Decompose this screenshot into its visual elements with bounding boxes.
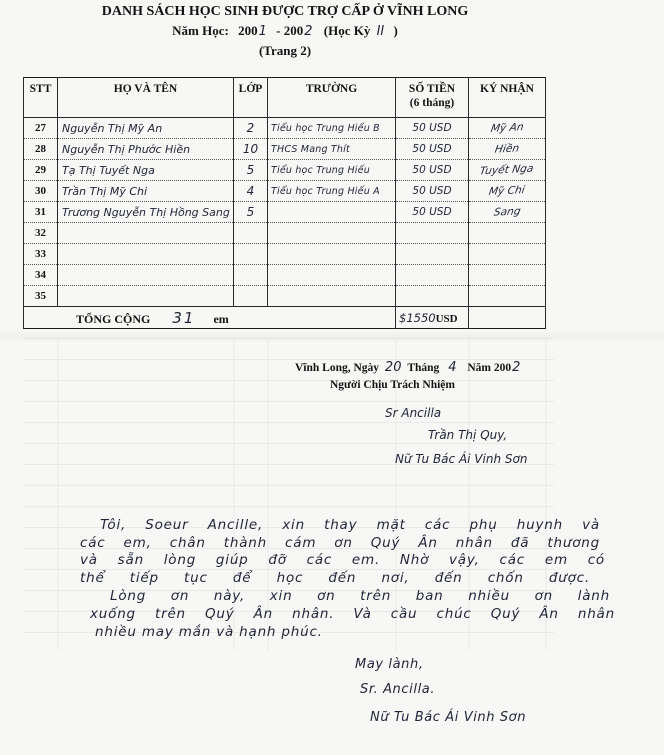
year-label: Năm 200 — [467, 362, 512, 374]
signature-cell — [469, 286, 546, 307]
school-cell — [268, 265, 396, 286]
stt-cell: 30 — [24, 181, 58, 202]
student-name-cell — [58, 286, 234, 307]
stt-cell: 35 — [24, 286, 58, 307]
signature-cell — [469, 223, 546, 244]
student-name-cell: Nguyễn Thị Mỹ An — [58, 118, 234, 139]
stt-cell: 28 — [24, 139, 58, 160]
grade-cell — [234, 286, 268, 307]
school-cell — [268, 223, 396, 244]
year-handwritten: 2 — [512, 360, 521, 375]
school-cell — [268, 286, 396, 307]
signature-cell — [469, 160, 546, 181]
school-year-line — [0, 23, 570, 39]
column-header-signature: KÝ NHẬN — [469, 78, 546, 118]
place-date-line — [295, 360, 520, 375]
stt-cell: 33 — [24, 244, 58, 265]
letter-line: nhiều may mắn và hạnh phúc. — [95, 624, 323, 640]
amount-cell — [396, 265, 469, 286]
school-year-label: Năm Học: — [172, 23, 229, 38]
signature-cell — [469, 244, 546, 265]
handwritten-signature: Mỹ Chi — [488, 184, 526, 198]
grade-cell: 5 — [234, 202, 268, 223]
letter-closing: May lành, — [355, 657, 424, 672]
place-date-prefix: Vĩnh Long, Ngày — [295, 362, 380, 374]
column-header-name: HỌ VÀ TÊN — [58, 78, 234, 118]
school-cell: THCS Mang Thít — [268, 139, 396, 160]
school-year-to-printed: - 200 — [276, 23, 304, 38]
student-name-cell: Trương Nguyễn Thị Hồng Sang — [58, 202, 234, 223]
table-row — [24, 265, 546, 286]
table-row — [24, 202, 546, 223]
student-name-cell: Tạ Thị Tuyết Nga — [58, 160, 234, 181]
letter-signature: Sr. Ancilla. — [360, 682, 436, 697]
day-handwritten: 20 — [384, 360, 402, 375]
letter-congregation: Nữ Tu Bác Ái Vinh Sơn — [370, 710, 527, 725]
school-year-to-handwritten: 2 — [304, 24, 313, 39]
amount-cell: 50 USD — [396, 139, 469, 160]
table-row — [24, 139, 546, 160]
responsible-person-label: Người Chịu Trách Nhiệm — [330, 379, 455, 391]
grade-cell: 5 — [234, 160, 268, 181]
letter-line: Tôi, Soeur Ancille, xin thay mặt các phụ huynh và — [100, 517, 600, 533]
term-handwritten: II — [376, 24, 385, 39]
grade-cell: 10 — [234, 139, 268, 160]
letter-line: xuống trên Quý Ân nhân. Và cầu chúc Quý Ân nhân — [90, 606, 615, 622]
school-cell: Tiểu học Trung Hiếu — [268, 160, 396, 181]
stt-cell: 29 — [24, 160, 58, 181]
total-row — [24, 307, 546, 329]
amount-cell — [396, 223, 469, 244]
signature-cell — [469, 118, 546, 139]
letter-line: thể tiếp tục để học đến nơi, đến chốn được. — [80, 570, 590, 586]
amount-cell: 50 USD — [396, 160, 469, 181]
column-header-amount-label: SỐ TIỀN — [408, 83, 456, 95]
handwritten-signature: Tuyết Nga — [479, 162, 535, 178]
signature-cell — [469, 181, 546, 202]
grade-cell: 2 — [234, 118, 268, 139]
table-row — [24, 286, 546, 307]
amount-cell — [396, 286, 469, 307]
month-handwritten: 4 — [448, 360, 457, 375]
term-close: ) — [393, 23, 398, 38]
table-row — [24, 160, 546, 181]
table-row — [24, 244, 546, 265]
handwritten-signature: Sang — [492, 205, 522, 219]
amount-cell: 50 USD — [396, 118, 469, 139]
stt-cell: 34 — [24, 265, 58, 286]
total-count: 31 — [172, 308, 196, 327]
responsible-name: Trần Thị Quy, — [428, 428, 508, 442]
signature-cell — [469, 202, 546, 223]
student-name-cell: Nguyễn Thị Phước Hiền — [58, 139, 234, 160]
student-name-cell — [58, 223, 234, 244]
school-cell — [268, 244, 396, 265]
grade-cell — [234, 265, 268, 286]
school-cell: Tiểu học Trung Hiếu B — [268, 118, 396, 139]
total-count-unit: em — [213, 311, 229, 326]
column-header-school: TRƯỜNG — [268, 78, 396, 118]
column-header-amount — [396, 78, 469, 118]
student-name-cell — [58, 265, 234, 286]
column-header-amount-sub: (6 tháng) — [409, 97, 455, 109]
school-cell — [268, 202, 396, 223]
letter-line: các em, chân thành cám ơn Quý Ân nhân đã thương — [80, 535, 600, 551]
letter-line: và sẵn lòng giúp đỡ các em. Nhờ vậy, các em có — [80, 552, 605, 568]
student-name-cell: Trần Thị Mỹ Chi — [58, 181, 234, 202]
term-open: (Học Kỳ — [323, 23, 371, 38]
student-name-cell — [58, 244, 234, 265]
school-year-from-printed: 200 — [238, 23, 258, 38]
total-label: TỔNG CỘNG — [76, 311, 151, 326]
column-header-stt: STT — [24, 78, 58, 118]
student-list-table — [23, 77, 546, 329]
grade-cell — [234, 223, 268, 244]
grade-cell — [234, 244, 268, 265]
grade-cell: 4 — [234, 181, 268, 202]
total-signature-cell — [469, 307, 546, 329]
handwritten-signature: Mỹ An — [489, 121, 525, 135]
table-row — [24, 118, 546, 139]
total-amount-unit: USD — [435, 312, 458, 325]
responsible-signature: Sr Ancilla — [385, 406, 442, 420]
document-title: DANH SÁCH HỌC SINH ĐƯỢC TRỢ CẤP Ở VĨNH LONG — [101, 4, 469, 19]
school-year-from-handwritten: 1 — [258, 24, 267, 39]
stt-cell: 27 — [24, 118, 58, 139]
table-body — [24, 118, 546, 307]
column-header-grade: LỚP — [234, 78, 268, 118]
stt-cell: 31 — [24, 202, 58, 223]
page-number-label: (Trang 2) — [258, 43, 312, 58]
school-cell: Tiểu học Trung Hiếu A — [268, 181, 396, 202]
responsible-congregation: Nữ Tu Bác Ái Vinh Sơn — [395, 452, 528, 466]
signature-cell — [469, 265, 546, 286]
amount-cell: 50 USD — [396, 202, 469, 223]
table-row — [24, 181, 546, 202]
letter-line: Lòng ơn này, xin ơn trên ban nhiều ơn lành — [110, 588, 610, 604]
total-amount-cell — [396, 307, 469, 329]
table-row — [24, 223, 546, 244]
total-amount-value: $1550 — [399, 310, 436, 325]
amount-cell: 50 USD — [396, 181, 469, 202]
month-label: Tháng — [407, 362, 440, 374]
signature-cell — [469, 139, 546, 160]
stt-cell: 32 — [24, 223, 58, 244]
handwritten-signature: Hiền — [493, 142, 521, 156]
total-label-cell — [24, 307, 396, 329]
amount-cell — [396, 244, 469, 265]
table-header-row — [24, 78, 546, 118]
